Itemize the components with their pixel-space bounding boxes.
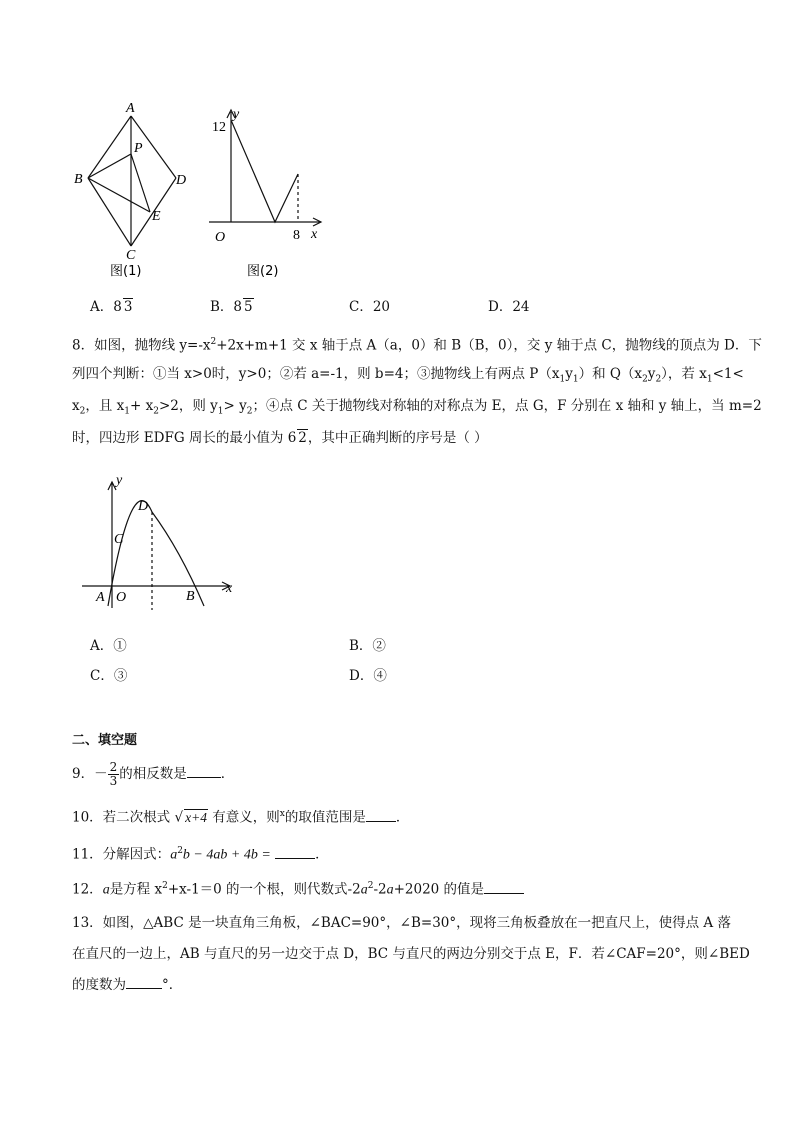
fig1-label-e: E <box>152 209 161 224</box>
q10-answer-blank[interactable] <box>366 809 396 822</box>
q9-answer-blank[interactable] <box>187 765 221 778</box>
section-2-title: 二、填空题 <box>72 733 138 748</box>
q8-option-c[interactable]: C．③ <box>90 668 128 684</box>
q11-answer-blank[interactable] <box>275 846 315 859</box>
fig1-label-d: D <box>176 173 187 188</box>
q8-line-3: $x_2$，且 $x_1+ x_2>2$，则 $y_1> y_2$；④点 C 关于抛物线对称轴的对称点为 E，点 G，F 分别在 x 轴和 y 轴上，当 m=2 <box>72 398 762 417</box>
fig3-label-o: O <box>116 590 127 605</box>
q7-option-a[interactable]: A．8 3 <box>90 299 133 315</box>
q13-line-3: 的度数为 °． <box>72 977 183 993</box>
fig2-label-x: x <box>311 227 318 242</box>
fig2-caption: 图(2) <box>247 264 279 279</box>
q9-fraction: $\frac{2}{3}$ <box>109 760 118 788</box>
fig1-label-a: A <box>126 101 135 116</box>
fig2-label-o: O <box>215 230 226 245</box>
q8-option-a[interactable]: A．① <box>90 638 127 654</box>
fig3-label-c: C <box>114 532 124 547</box>
fig1-label-c: C <box>126 248 136 263</box>
q8-option-d[interactable]: D．④ <box>349 668 387 684</box>
fig3-label-a: A <box>96 590 105 605</box>
q9-line: 9．－ $\frac{2}{3}$ 的相反数是 ． <box>72 760 235 788</box>
fig2-label-y: y <box>233 107 240 122</box>
q7-option-d[interactable]: D．24 <box>488 299 530 315</box>
q10-line: 10．若二次根式 √ x+4 有意义，则$^x$的取值范围是 ． <box>72 809 410 826</box>
fig3-label-x: x <box>226 581 233 596</box>
fig2-label-8: 8 <box>293 228 300 243</box>
figure-2-graph <box>205 100 335 285</box>
q8-line-4: 时，四边形 EDFG 周长的最小值为 6 2，其中正确判断的序号是（ ） <box>72 430 488 446</box>
fig2-label-12: 12 <box>212 120 226 135</box>
q8-option-b[interactable]: B．② <box>349 638 386 654</box>
q13-line-1: 13．如图，△ABC 是一块直角三角板，∠BAC=90°，∠B=30°，现将三角板叠放在一把直尺上，使得点 A 落 <box>72 915 731 931</box>
q11-line: 11．分解因式：$a^2b - 4ab + 4b$ = ． <box>72 846 329 863</box>
fig1-caption: 图(1) <box>110 264 142 279</box>
fig1-label-b: B <box>74 172 83 187</box>
q7-option-b[interactable]: B．8 5 <box>210 299 253 315</box>
q13-line-2: 在直尺的一边上，AB 与直尺的另一边交于点 D，BC 与直尺的两边分别交于点 E，F．若∠CAF=20°，则∠BED <box>72 946 750 962</box>
q8-line-1: 8．如图，抛物线 $y=-x^2+2x+m+1$ 交 x 轴于点 A（a，0）和 B（B，0），交 y 轴于点 C，抛物线的顶点为 D．下 <box>72 337 762 354</box>
fig3-label-b: B <box>186 589 195 604</box>
figure-3-parabola <box>80 470 250 615</box>
fig1-label-p: P <box>134 141 143 156</box>
q12-answer-blank[interactable] <box>484 881 524 894</box>
figure-1-quadrilateral <box>70 98 200 283</box>
q13-answer-blank[interactable] <box>126 976 162 989</box>
q8-line-2: 列四个判断：①当 x>0时，y>0；②若 a=-1，则 b=4；③抛物线上有两点 $P(x_1y_1)$和 $Q(x_2y_2)$，若 $x_1<1<$ <box>72 366 744 385</box>
q7-option-c[interactable]: C．20 <box>349 299 391 315</box>
q12-line: 12．a是方程 $x^2+x-1=0$ 的一个根，则代数式$-2a^2-2a+2020$ 的值是 <box>72 876 524 901</box>
fig3-label-y: y <box>116 473 123 488</box>
fig3-label-d: D <box>138 499 149 514</box>
